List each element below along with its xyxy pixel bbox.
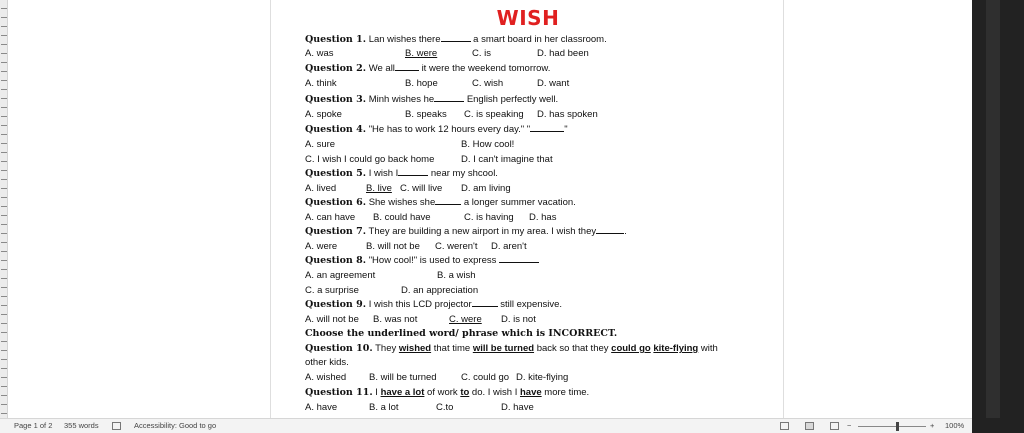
ruler-tick [1,377,7,378]
ruler-tick [1,359,7,360]
ruler-tick [1,386,7,387]
document-title: WISH [496,6,560,30]
ruler-tick [1,143,7,144]
question-10-continued: other kids. [305,357,349,368]
ruler-tick [1,98,7,99]
ruler-tick [1,116,7,117]
option-d: D. have [501,402,534,413]
ruler-tick [1,404,7,405]
option-c: C. I wish I could go back home [305,154,435,165]
ruler-tick [1,305,7,306]
zoom-slider[interactable] [858,426,926,427]
option-b: B. speaks [405,109,447,120]
option-b: B. was not [373,314,418,325]
option-b: B. hope [405,78,438,89]
zoom-level[interactable]: 100% [945,421,965,430]
option-b: B. How cool! [461,139,515,150]
ruler-tick [1,314,7,315]
option-b: B. live [366,183,392,194]
option-b: B. a wish [437,270,476,281]
option-a: A. was [305,48,334,59]
ruler-tick [1,188,7,189]
ruler-tick [1,413,7,414]
document-workspace [20,0,972,418]
ruler-tick [1,224,7,225]
ruler-tick [1,62,7,63]
question-11: Question 11. I have a lot of work to do. I wish I have more time. [305,387,590,398]
option-a: A. were [305,241,338,252]
question-3: Question 3. Minh wishes he English perfectly well. [305,94,559,105]
option-a: A. can have [305,212,356,223]
question-6: Question 6. She wishes she a longer summer vacation. [305,197,576,208]
option-a: A. will not be [305,314,359,325]
option-c: C. a surprise [305,285,359,296]
option-a: A. think [305,78,337,89]
option-d: D. has [529,212,557,223]
question-10: Question 10. They wished that time will be turned back so that they could go kite-flying with [305,343,718,354]
ruler-tick [1,260,7,261]
option-a: A. have [305,402,338,413]
ruler-tick [1,233,7,234]
zoom-in-icon[interactable]: + [930,421,935,430]
focus-icon[interactable] [780,422,789,430]
section-instruction: Choose the underlined word/ phrase which is INCORRECT. [305,328,618,339]
ruler-tick [1,251,7,252]
option-d: D. had been [537,48,589,59]
ruler-tick [1,17,7,18]
option-c: C. weren't [435,241,478,252]
option-a: A. lived [305,183,337,194]
word-count[interactable]: 355 words [64,421,99,430]
ruler-tick [1,197,7,198]
ruler-tick [1,278,7,279]
question-7: Question 7. They are building a new airport in my area. I wish they . [305,226,627,237]
ruler-tick [1,323,7,324]
option-c: C. is speaking [464,109,524,120]
question-2: Question 2. We all it were the weekend tomorrow. [305,63,551,74]
ruler-tick [1,350,7,351]
web-layout-icon[interactable] [830,422,839,430]
ruler-tick [1,170,7,171]
option-d: D. am living [461,183,511,194]
question-4: Question 4. "He has to work 12 hours every day." " " [305,124,568,135]
ruler-tick [1,35,7,36]
option-b: B. will not be [366,241,420,252]
option-d: D. kite-flying [516,372,569,383]
option-c: C. could go [461,372,510,383]
question-5: Question 5. I wish I near my shcool. [305,168,498,179]
ruler-tick [1,8,7,9]
ruler-tick [1,53,7,54]
ruler-tick [1,26,7,27]
ruler-tick [1,71,7,72]
option-d: D. an appreciation [401,285,479,296]
option-c: C. is having [464,212,514,223]
ruler-tick [1,134,7,135]
ruler-tick [1,296,7,297]
option-d: D. is not [501,314,536,325]
zoom-slider-thumb[interactable] [896,422,899,431]
ruler-tick [1,161,7,162]
option-a: A. spoke [305,109,342,120]
option-d: D. want [537,78,570,89]
ruler-tick [1,44,7,45]
question-1: Question 1. Lan wishes there a smart board in her classroom. [305,34,607,45]
ruler-tick [1,287,7,288]
ruler-tick [1,332,7,333]
page-count[interactable]: Page 1 of 2 [14,421,53,430]
accessibility-status[interactable]: Accessibility: Good to go [134,421,217,430]
ruler-tick [1,179,7,180]
ruler-tick [1,206,7,207]
option-b: B. could have [373,212,431,223]
document-page[interactable] [270,0,784,418]
ruler-tick [1,89,7,90]
ruler-tick [1,341,7,342]
proofing-icon[interactable] [112,422,121,430]
option-a: A. an agreement [305,270,376,281]
ruler-tick [1,242,7,243]
ruler-tick [1,125,7,126]
option-c: C. will live [400,183,443,194]
option-d: D. I can't imagine that [461,154,553,165]
ruler-tick [1,269,7,270]
option-c: C.to [436,402,454,413]
ruler-tick [1,215,7,216]
option-d: D. aren't [491,241,527,252]
option-a: A. wished [305,372,347,383]
ruler-tick [1,368,7,369]
vertical-scrollbar[interactable] [986,0,1000,418]
zoom-out-icon[interactable]: − [847,421,852,430]
ruler-tick [1,395,7,396]
option-c: C. wish [472,78,504,89]
ruler-tick [1,107,7,108]
ruler-tick [1,80,7,81]
question-9: Question 9. I wish this LCD projector still expensive. [305,299,563,310]
question-8: Question 8. "How cool!" is used to express [305,255,539,266]
option-d: D. has spoken [537,109,598,120]
vertical-ruler[interactable] [0,0,8,418]
option-c: C. is [472,48,491,59]
ruler-tick [1,152,7,153]
option-b: B. were [405,48,438,59]
option-b: B. will be turned [369,372,437,383]
option-b: B. a lot [369,402,399,413]
option-c: C. were [449,314,482,325]
print-layout-icon[interactable] [805,422,814,430]
status-bar [0,418,972,433]
left-margin [0,0,20,418]
option-a: A. sure [305,139,336,150]
